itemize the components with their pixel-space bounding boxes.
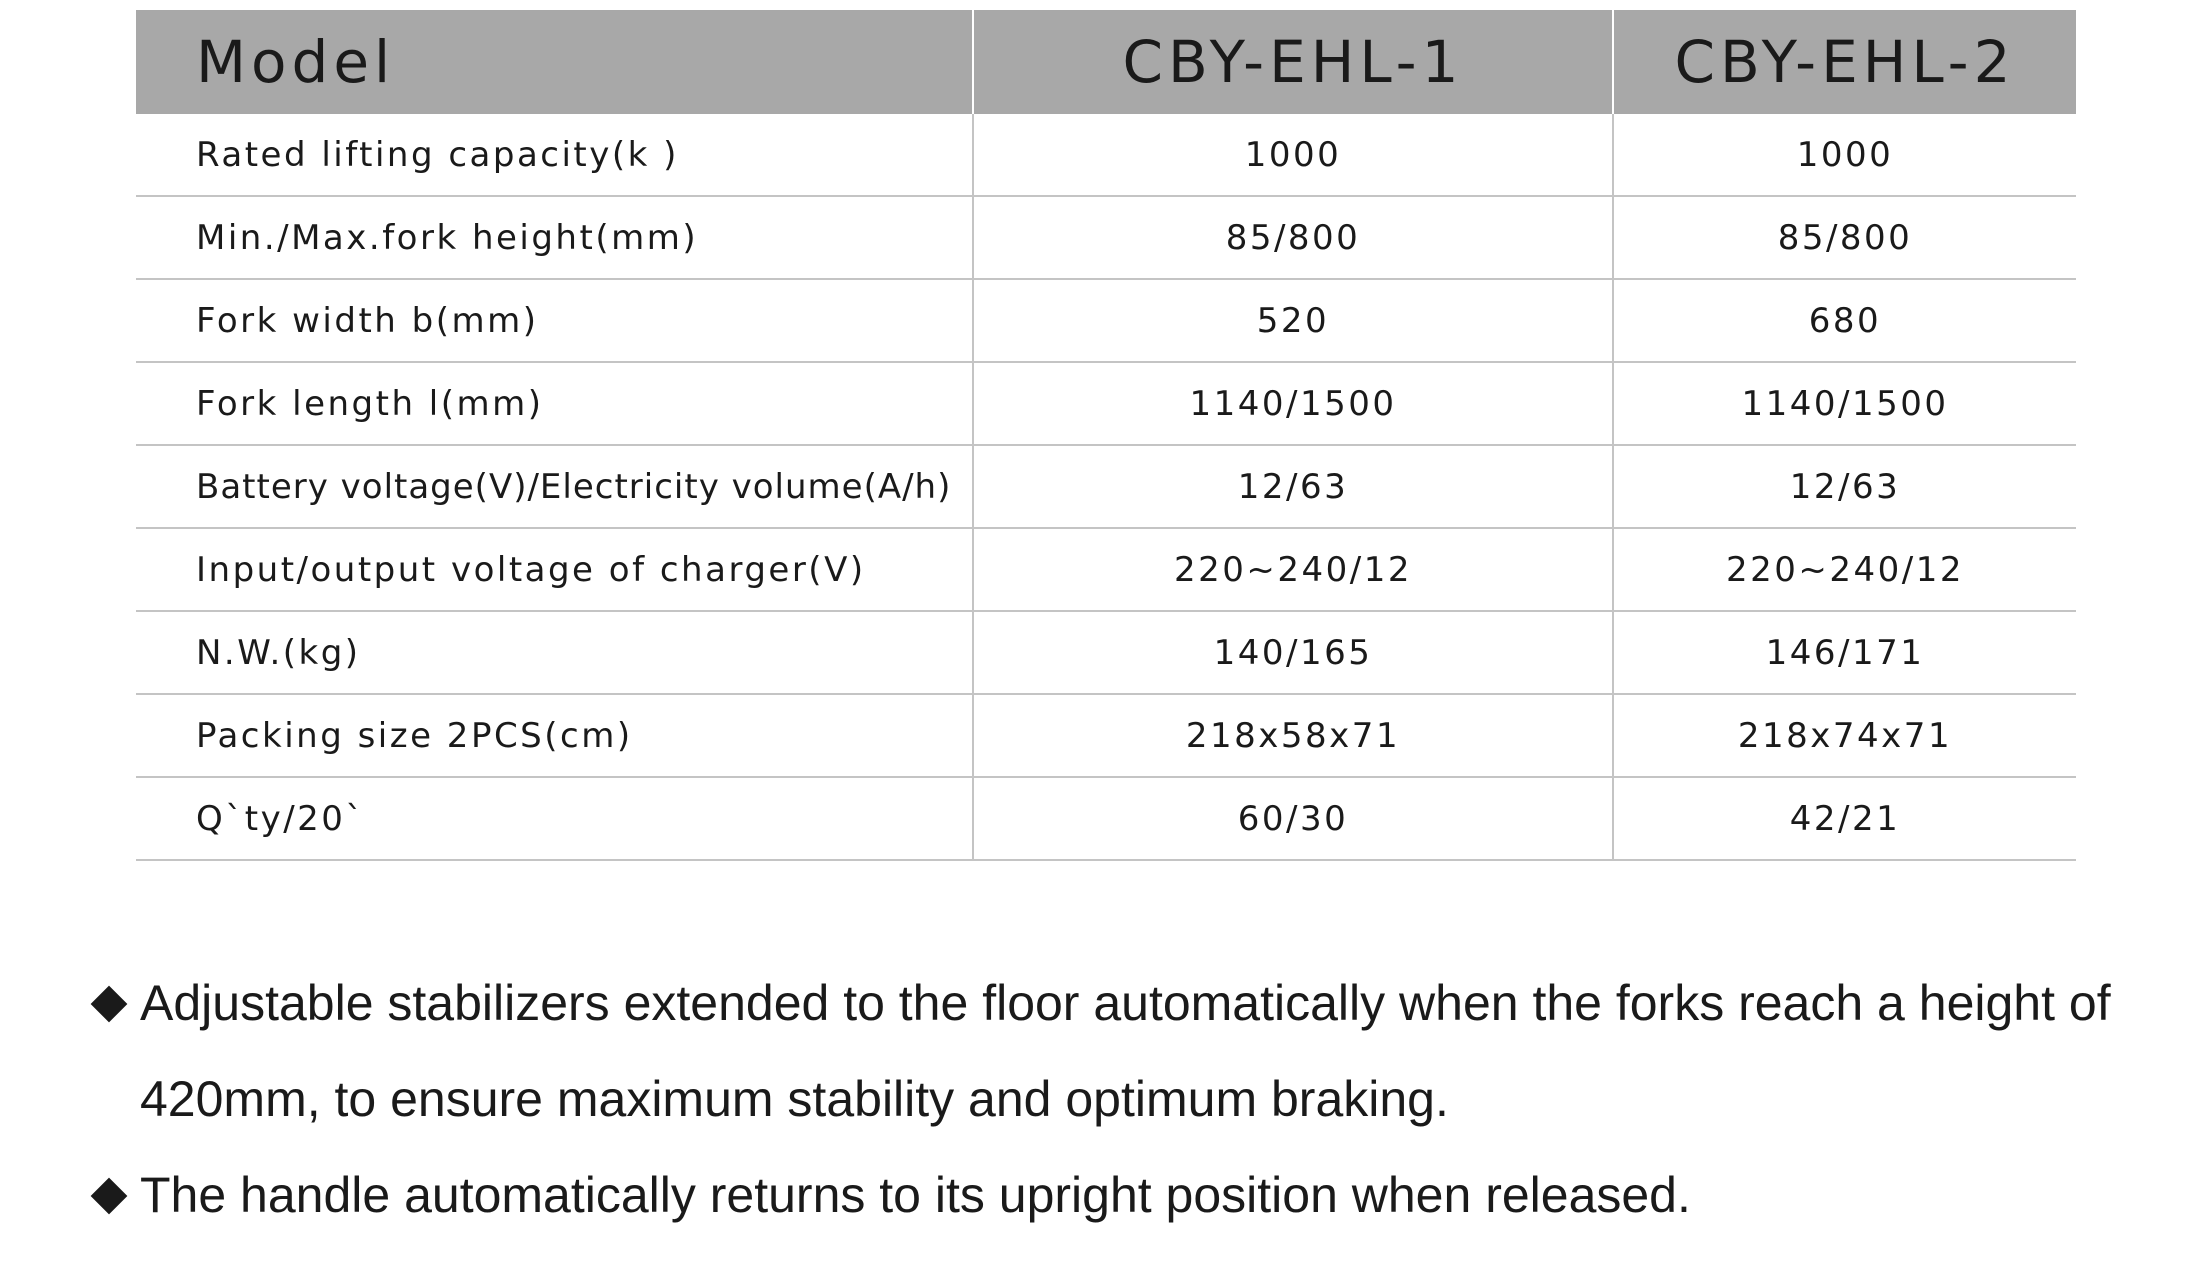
spec-value-model-2: 1140/1500	[1613, 362, 2076, 445]
feature-item	[90, 955, 2150, 1147]
table-row	[136, 777, 2076, 860]
spec-value-model-2: 1000	[1613, 114, 2076, 196]
header-model-1: CBY-EHL-1	[973, 10, 1613, 114]
spec-label: Rated lifting capacity(k )	[136, 114, 973, 196]
table-row	[136, 196, 2076, 279]
diamond-bullet-icon	[91, 1178, 128, 1215]
table-row	[136, 279, 2076, 362]
spec-value-model-1: 218x58x71	[973, 694, 1613, 777]
feature-item	[90, 1147, 2150, 1243]
spec-label: Fork width b(mm)	[136, 279, 973, 362]
spec-value-model-1: 1000	[973, 114, 1613, 196]
spec-table-body	[136, 114, 2076, 860]
spec-label: Fork length l(mm)	[136, 362, 973, 445]
spec-value-model-1: 1140/1500	[973, 362, 1613, 445]
spec-table-header	[136, 10, 2076, 114]
table-row	[136, 362, 2076, 445]
spec-value-model-2: 680	[1613, 279, 2076, 362]
feature-list	[90, 955, 2150, 1243]
spec-value-model-2: 42/21	[1613, 777, 2076, 860]
spec-label: Input/output voltage of charger(V)	[136, 528, 973, 611]
spec-value-model-1: 60/30	[973, 777, 1613, 860]
spec-label: Q`ty/20`	[136, 777, 973, 860]
header-model-2: CBY-EHL-2	[1613, 10, 2076, 114]
spec-value-model-1: 140/165	[973, 611, 1613, 694]
feature-text: Adjustable stabilizers extended to the floor automatically when the forks reach a height of 420mm, to ensure maximum stability and optimum braking.	[140, 975, 2111, 1127]
spec-value-model-2: 12/63	[1613, 445, 2076, 528]
spec-value-model-2: 146/171	[1613, 611, 2076, 694]
spec-label: Battery voltage(V)/Electricity volume(A/h)	[136, 445, 973, 528]
spec-label: N.W.(kg)	[136, 611, 973, 694]
diamond-bullet-icon	[91, 986, 128, 1023]
spec-value-model-1: 520	[973, 279, 1613, 362]
spec-value-model-1: 85/800	[973, 196, 1613, 279]
spec-value-model-2: 218x74x71	[1613, 694, 2076, 777]
table-row	[136, 694, 2076, 777]
feature-text: The handle automatically returns to its upright position when released.	[140, 1167, 1691, 1223]
header-model-label: Model	[136, 10, 973, 114]
spec-value-model-2: 85/800	[1613, 196, 2076, 279]
table-row	[136, 445, 2076, 528]
header-row	[136, 10, 2076, 114]
spec-value-model-2: 220~240/12	[1613, 528, 2076, 611]
spec-label: Packing size 2PCS(cm)	[136, 694, 973, 777]
spec-value-model-1: 12/63	[973, 445, 1613, 528]
spec-label: Min./Max.fork height(mm)	[136, 196, 973, 279]
table-row	[136, 528, 2076, 611]
table-row	[136, 114, 2076, 196]
spec-value-model-1: 220~240/12	[973, 528, 1613, 611]
spec-table	[136, 10, 2076, 861]
table-row	[136, 611, 2076, 694]
